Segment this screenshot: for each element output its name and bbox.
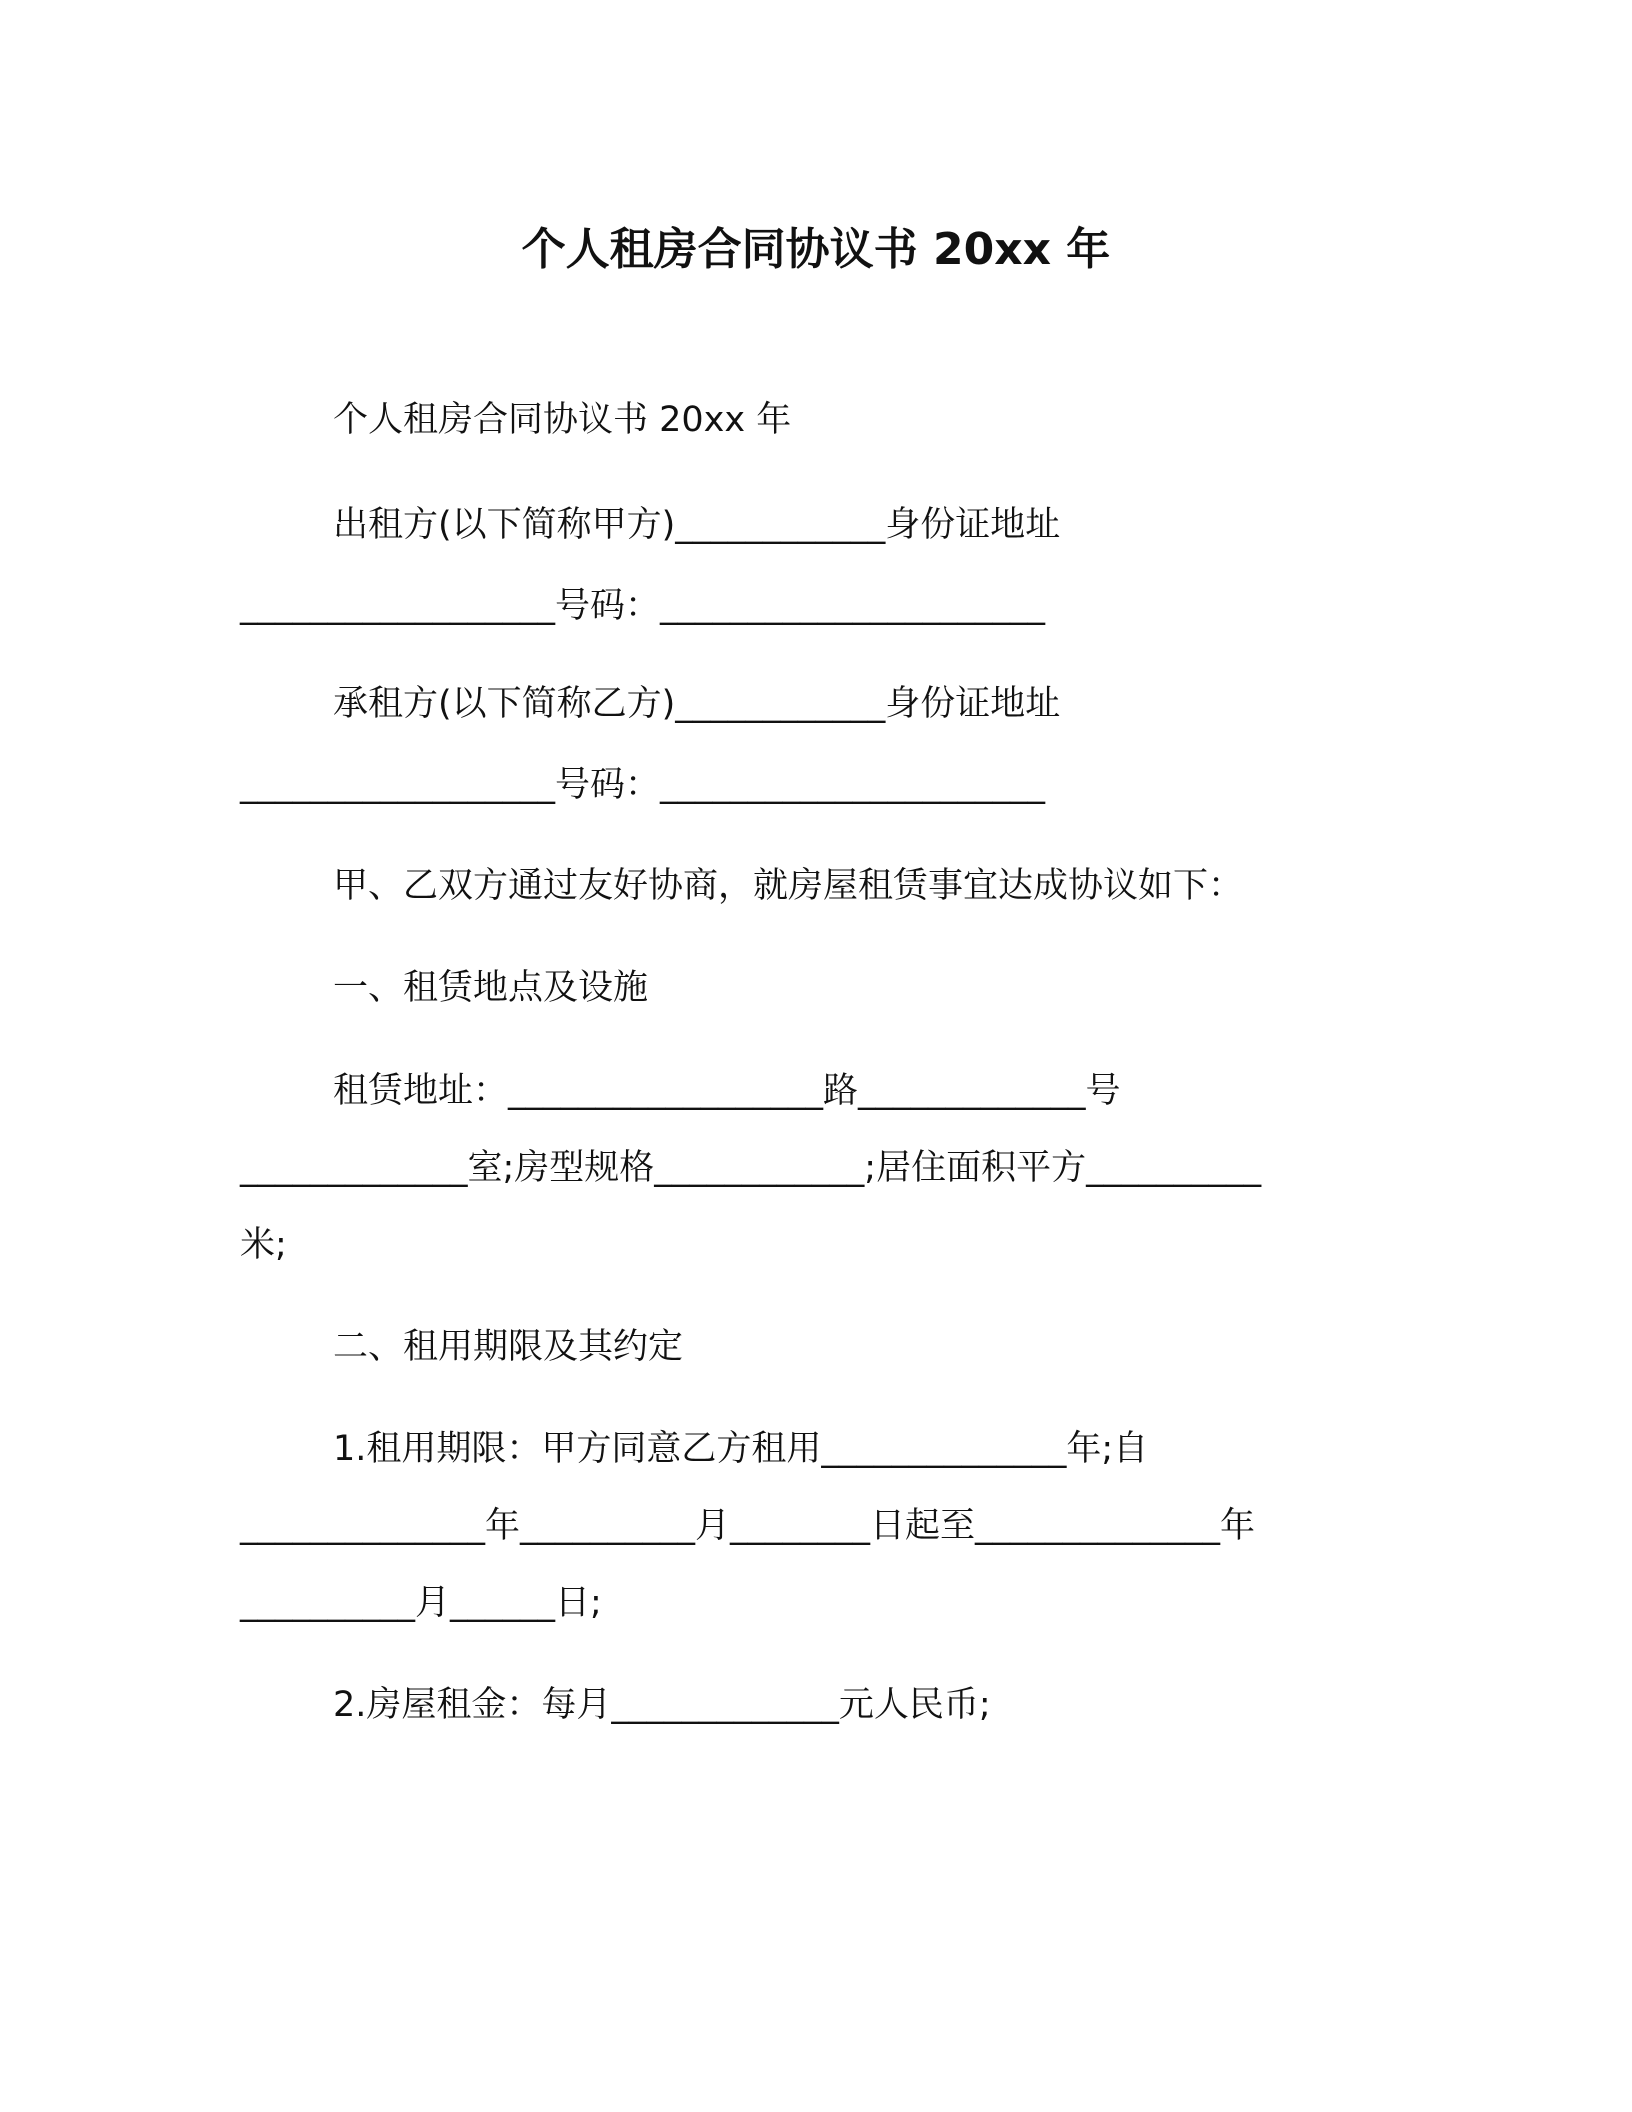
lessee-id-line: __________________号码：______________________ bbox=[240, 765, 1046, 805]
section-heading-2: 二、租用期限及其约定 bbox=[333, 1327, 684, 1367]
document-title: 个人租房合同协议书 20xx 年 bbox=[521, 224, 1111, 275]
rent-line: 2.房屋租金：每月_____________元人民币; bbox=[333, 1685, 991, 1725]
agreement-intro: 甲、乙双方通过友好协商，就房屋租赁事宜达成协议如下： bbox=[333, 866, 1244, 906]
lease-term-line: 1.租用期限：甲方同意乙方租用______________年;自 bbox=[333, 1429, 1149, 1469]
room-spec-line: _____________室;房型规格____________;居住面积平方__________ bbox=[240, 1148, 1262, 1188]
lease-address-line: 租赁地址：__________________路_____________号 bbox=[333, 1071, 1121, 1111]
lease-date-line: ______________年__________月________日起至______________年 bbox=[240, 1506, 1256, 1546]
lessee-line: 承租方(以下简称乙方)____________身份证地址 bbox=[333, 684, 1061, 724]
lessor-line: 出租方(以下简称甲方)____________身份证地址 bbox=[333, 505, 1061, 545]
lease-end-date-line: __________月______日; bbox=[240, 1583, 602, 1623]
area-unit-line: 米; bbox=[240, 1225, 287, 1265]
section-heading-1: 一、租赁地点及设施 bbox=[333, 968, 649, 1008]
subtitle-line: 个人租房合同协议书 20xx 年 bbox=[333, 400, 792, 440]
lessor-id-line: __________________号码：______________________ bbox=[240, 586, 1046, 626]
